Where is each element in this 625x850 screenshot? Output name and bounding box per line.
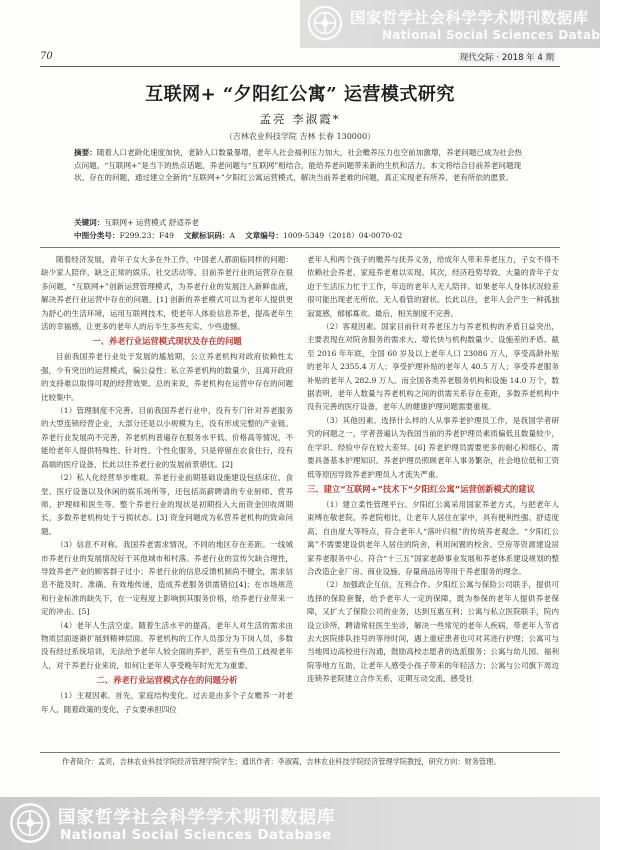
watermark-title-cn: 国家哲学社会科学学术期刊数据库 [58,808,336,828]
paragraph: 老年人和两个孩子的赡养与抚养义务，给成年人带来养老压力，子女不得不依赖社会养老，家庭养老难以实现。其次，经济趋势导致。大量的青年子女迫于生活压力忙于工作，年迈的老年人无人陪伴。如果老年人身体状况较差很可能出现老无所依、无人看管的窘状。长此以往，老年人会产生一种孤独寂寞感，郁郁寡欢。最后，相关制度不完善。 [307,255,559,318]
paragraph: （4）老年人生活空虚。随着生活水平的提高，老年人对生活的需求由物质层面逐渐扩展到精神层面。养老机构的工作人员部分为下岗人员，多数没有经过系统培训，无法给予老年人较全面的养护，甚至有些员工歧视老年人，对于养老行业来说，如何让老年人享受晚年时光尤为重要。 [41,620,293,670]
paragraph: （3）信息不对称。我国养老需求情况，不同的地区存在差距。一线城市养老行业的发展情况好于其他城市和村落。养老行业的宣传欠缺合理性，导致养老产业的顾客群子过小；养老行业的信息反馈机制尚不健全，需求信息不能及时、准确、有效地传递，造成养老服务供需错位[4]；在市场规范和行业标准的缺失下，在一定程度上影响到其服务价格，给养老行业带来一定的冲击。[5] [41,540,293,617]
watermark-title-en: National Social Sciences Database [382,28,625,42]
paragraph: （2）私人化经营举步维艰。养老行业前期基础设施建设包括床位、食堂、医疗设备以及休闲的娱乐场所等，还包括高薪聘请的专业厨师、营养师、护理师和医生等。整个养老行业的现状是初期投入大而资金回收周期长，多数养老机构处于亏损状态。[3] 资金问题成为私营养老机构的致命问题。 [41,473,293,536]
section-heading-1: 一、养老行业运营模式现状及存在的问题 [92,336,242,347]
article-no-label: 文章编号： [245,230,283,240]
database-emblem-icon [8,801,52,845]
keywords: 互联网+ 运营模式 舒适养老 [104,218,200,227]
abstract-text: 随着人口老龄化速度加快，老龄人口数量暴增，老年人社会福利压力加大，社会赡养压力也空前加激增，养老问题已成为社会热点问题。“互联网+”是当下的热点话题，养老问题与“互联网”相结合，能给养老问题带来新的生机和活力。本文将结合目前养老问题现状、存在的问题，通过建立全新的“互联网+”夕阳红公寓运营模式，解决当前养老难的问题，真正实现老有所养、老有所依的愿景。 [74,148,523,183]
paragraph: 随着经济发展，青年子女大多在外工作，中国老人都面临同样的问题：缺少家人陪伴，缺乏正常的娱乐、社交活动等。目前养老行业的运营存在很多问题，“互联网+”创新运营管理模式，为养老行业的发展注入新鲜血液，解决养老行业运营中存在的问题。[1] 创新的养老模式可以为老年人提供更为舒心的生活环境，运用互联网技术，使老年人体验信息养老，提高老年生活的幸福感，让更多的老年人的后半生多些充实、少些遗憾。 [41,255,293,332]
journal-issue: 现代交际 · 2018 年 4 期 [459,53,554,63]
body-column-left [41,253,293,749]
abstract-label: 摘要： [74,148,97,157]
page-number: 70 [40,51,53,62]
footnote-rule [40,752,560,753]
article-title: 互联网+ “夕阳红公寓” 运营模式研究 [145,84,455,105]
abstract-rule [40,247,560,248]
clc-number: F299.23；F49 [119,230,174,240]
paragraph: （2）加强政企互信，互利合作。夕阳红公寓与保险公司联手，提供可选择的保险套餐，给予老年人一定的保障，既为参保的老年人提供养老保障，又扩大了保险公司的业务，达到互惠互利；公寓与私立医院联手，院内设立诊所，聘请常驻医生坐诊，解决一些常见的老年人疾病，带老年人节省去大医院排队挂号的等待时间，遇上重症患者也可对其进行护理；公寓可与当地周边高校进行沟通，鼓励高校志愿者的选派服务；公寓与幼儿园、福利院等地方互助，让老年人感受小孩子带来的年轻活力；公寓与公司旗下周边连锁养老院建立合作关系，定期互动交流，感受社 [307,580,559,684]
paragraph: （1）建立柔性管理平台。夕阳红公寓采用国家养老方式，与把老年人束缚在敬老院、养老院相比，让老年人居住在家中，具有便利性强、舒适度高、自由度大等特点，符合老年人“落叶归根”的传统养老观念。“夕阳红公寓”不需要建设供老年人居住的院舍，利用闲置的校舍、空房等资源建设居家养老服务中心。符合“十三五”国家老龄事业发展和养老体系建设规划的整合改造企业厂房、商业设施、存量商品房等用于养老服务的理念。 [307,499,559,576]
paragraph: 目前我国养老行业处于发展的尴尬期，公立养老机构对政府依赖性太强，少有突出的运营模式，偏公益性；私立养老机构的数量少，且离开政府的支持难以取得可观的经营效果。总的来说，养老机构在运营中存在的问题比较集中。 [41,352,293,402]
watermark-title-cn: 国家哲学社会科学学术期刊数据库 [350,9,589,27]
paragraph: （1）主观因素。首先，家庭结构变化。过去是由多个子女赡养一对老年人，随着政策的变化，子女要承担四位 [41,691,293,714]
database-emblem-icon [306,4,344,42]
header-rule [40,66,560,67]
keywords-label: 关键词： [74,218,105,227]
article-number: 1009-5349（2018）04-0070-02 [282,230,403,240]
watermark-banner-top [300,0,625,48]
author-affiliation: （吉林农业科技学院 吉林 长春 130000） [224,132,376,141]
author-footnote: 作者简介：孟亮，吉林农业科技学院经济管理学院学生；通讯作者：李淑霞，吉林农业科技学院经济管理学院教授，研究方向：财务管理。 [62,757,501,766]
paragraph: （1）管理制度不完善。目前我国养老行业中，没有专门针对养老服务的大型连锁经营企业，大部分还是以小规模为主，没有形成完整的产业链。养老行业发展尚不完善，养老机构普遍存在服务水平低、价格高等情况，不能给老年人提供特殊性、针对性、个性化服务，只是停留在衣食住行，没有高端的医疗设备，长此以往养老行业的发展前景堪忧。[2] [41,406,293,469]
section-heading-2: 二、养老行业运营模式存在的问题分析 [96,675,238,686]
paragraph: （2）客观因素。国家目前针对养老压力与养老机构的矛盾日益突出，主要表现在对院舍服务的需求大、增长快与机构数量少、设施差的矛盾。截至 2016 年年底，全国 60 岁及以上老年人口 23086 万人，享受高龄补贴的老年人 2355.4 万人；享受护理补贴的老年人 40.5 万人；享受养老服务补贴的老年人 282.9 万人。而全国各类养老服务机构和设施 14.0 万个，数据表明，老年人数量与养老机构之间的供需关系存在差距，多数养老机构中没有完善的医疗设备，老年人的健康护理问题需要重视。 [307,322,559,412]
doc-code: A [229,230,235,240]
clc-label: 中图分类号： [74,230,120,240]
article-authors: 孟亮 李淑霞* [259,112,341,126]
watermark-banner-bottom [0,797,600,850]
paragraph: （3）其他因素。选择什么样的人从事养老护理员工作，是我国学者研究的问题之一，学者普遍认为我国当前的养老护理员素质偏低且数量较少，在学识、经验中存在较大差异。[6] 养老护理员需要更多的耐心和细心，需要具备基本护理知识。养老护理员照顾老年人事务繁杂，社会地位低和工资低等原因导致养老护理员人才流失严重。 [307,415,559,479]
body-column-right [307,253,559,749]
article-meta [74,217,526,242]
doc-code-label: 文献标识码： [183,230,230,240]
watermark-title-en: National Social Sciences Database [60,827,332,843]
section-heading-3: 三、建立“互联网+”技术下“夕阳红公寓”运营创新模式的建议 [307,483,535,494]
abstract [74,147,526,185]
